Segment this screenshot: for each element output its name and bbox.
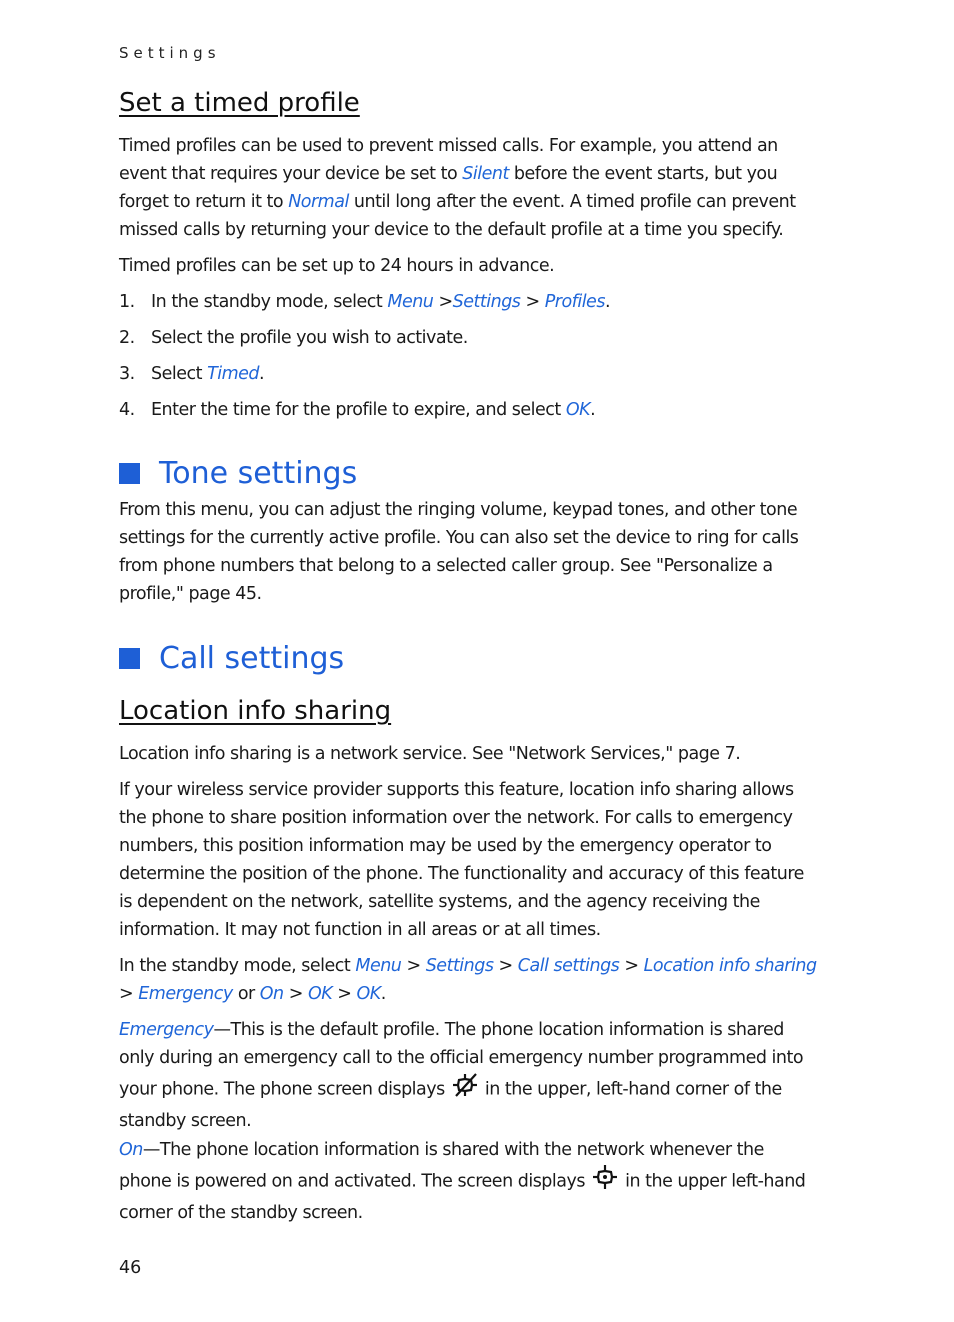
separator: or bbox=[232, 984, 260, 1004]
on-option-paragraph bbox=[119, 1136, 819, 1227]
menu-term-emergency: Emergency bbox=[119, 1020, 214, 1040]
menu-term-settings: Settings bbox=[425, 956, 494, 976]
location-description-paragraph: If your wireless service provider supports this feature, location info sharing allows the phone to share position information over the network. For calls to emergency numbers, this position information may be used by the emergency operator to determine the position of the phone. The functionality and accuracy of this feature is dependent on the network, satellite systems, and the agency receiving the information. It may not function in all areas or at all times. bbox=[119, 780, 804, 940]
separator: > bbox=[433, 292, 453, 312]
location-on-icon bbox=[590, 1164, 620, 1199]
location-service-paragraph: Location info sharing is a network service. See "Network Services," page 7. bbox=[119, 744, 741, 764]
menu-term-on: On bbox=[119, 1140, 143, 1160]
text-run: —The phone location information is shared with the network whenever the phone is powered on and activated. The screen displays bbox=[119, 1140, 764, 1192]
tone-settings-heading bbox=[119, 456, 819, 491]
menu-term-ok: OK bbox=[565, 400, 591, 420]
separator: > bbox=[401, 956, 426, 976]
menu-term-menu: Menu bbox=[355, 956, 402, 976]
text-run: in the upper left-hand corner of the standby screen. bbox=[119, 1171, 806, 1223]
section-square-icon bbox=[119, 648, 140, 669]
text-run: until long after the event. A timed profile can prevent missed calls by returning your device to the default profile at a time you specify. bbox=[119, 192, 796, 240]
menu-term-location-info-sharing: Location info sharing bbox=[643, 956, 817, 976]
text-run: In the standby mode, select bbox=[119, 956, 356, 976]
page-number: 46 bbox=[119, 1258, 142, 1278]
location-emergency-icon bbox=[450, 1072, 480, 1107]
location-info-heading: Location info sharing bbox=[119, 696, 392, 726]
text-run: Timed profiles can be used to prevent missed calls. For example, you attend an event that requires your device be set to bbox=[119, 136, 778, 184]
menu-term-silent: Silent bbox=[462, 164, 509, 184]
menu-term-menu: Menu bbox=[387, 292, 434, 312]
text-run: Enter the time for the profile to expire, and select bbox=[151, 400, 566, 420]
text-run: . bbox=[604, 292, 611, 312]
step-number: 3. bbox=[119, 364, 135, 384]
text-run: . bbox=[590, 400, 596, 420]
step-number: 1. bbox=[119, 292, 135, 312]
text-run: . bbox=[380, 984, 386, 1004]
menu-term-timed: Timed bbox=[207, 364, 260, 384]
separator: > bbox=[119, 984, 139, 1004]
menu-term-call-settings: Call settings bbox=[517, 956, 620, 976]
text-run: Select bbox=[151, 364, 208, 384]
step-item bbox=[119, 288, 819, 316]
section-title: Tone settings bbox=[159, 456, 358, 491]
menu-term-ok: OK bbox=[307, 984, 333, 1004]
step-number: 4. bbox=[119, 400, 135, 420]
separator: > bbox=[493, 956, 518, 976]
text-run: —This is the default profile. The phone location information is shared only during an emergency call to the official emergency number programmed into your phone. The phone screen displays bbox=[119, 1020, 804, 1100]
tone-settings-paragraph: From this menu, you can adjust the ringing volume, keypad tones, and other tone settings for the currently active profile. You can also set the device to ring for calls from phone numbers that belong to a selected caller group. See "Personalize a profile," page 45. bbox=[119, 500, 799, 604]
timed-intro-paragraph bbox=[119, 132, 819, 244]
separator: > bbox=[619, 956, 644, 976]
call-settings-heading bbox=[119, 641, 819, 676]
step-item bbox=[119, 324, 819, 352]
separator: > bbox=[283, 984, 308, 1004]
separator: > bbox=[520, 292, 545, 312]
step-item bbox=[119, 360, 819, 388]
text-run: Select the profile you wish to activate. bbox=[151, 328, 468, 348]
section-square-icon bbox=[119, 463, 140, 484]
location-path-paragraph bbox=[119, 952, 819, 1008]
menu-term-normal: Normal bbox=[288, 192, 349, 212]
separator: > bbox=[332, 984, 357, 1004]
timed-advance-paragraph: Timed profiles can be set up to 24 hours in advance. bbox=[119, 256, 555, 276]
menu-term-emergency: Emergency bbox=[138, 984, 233, 1004]
menu-term-profiles: Profiles bbox=[544, 292, 605, 312]
text-run: . bbox=[259, 364, 265, 384]
step-item bbox=[119, 396, 819, 424]
section-title: Call settings bbox=[159, 641, 345, 676]
emergency-option-paragraph bbox=[119, 1016, 819, 1135]
timed-steps-list bbox=[119, 288, 819, 432]
text-run: in the upper, left-hand corner of the standby screen. bbox=[119, 1079, 782, 1131]
menu-term-on: On bbox=[259, 984, 284, 1004]
step-number: 2. bbox=[119, 328, 135, 348]
menu-term-settings: Settings bbox=[452, 292, 521, 312]
timed-profile-heading: Set a timed profile bbox=[119, 88, 360, 118]
text-run: In the standby mode, select bbox=[151, 292, 388, 312]
text-run: before the event starts, but you forget to return it to bbox=[119, 164, 778, 212]
menu-term-ok: OK bbox=[356, 984, 381, 1004]
running-head: Settings bbox=[119, 44, 221, 62]
